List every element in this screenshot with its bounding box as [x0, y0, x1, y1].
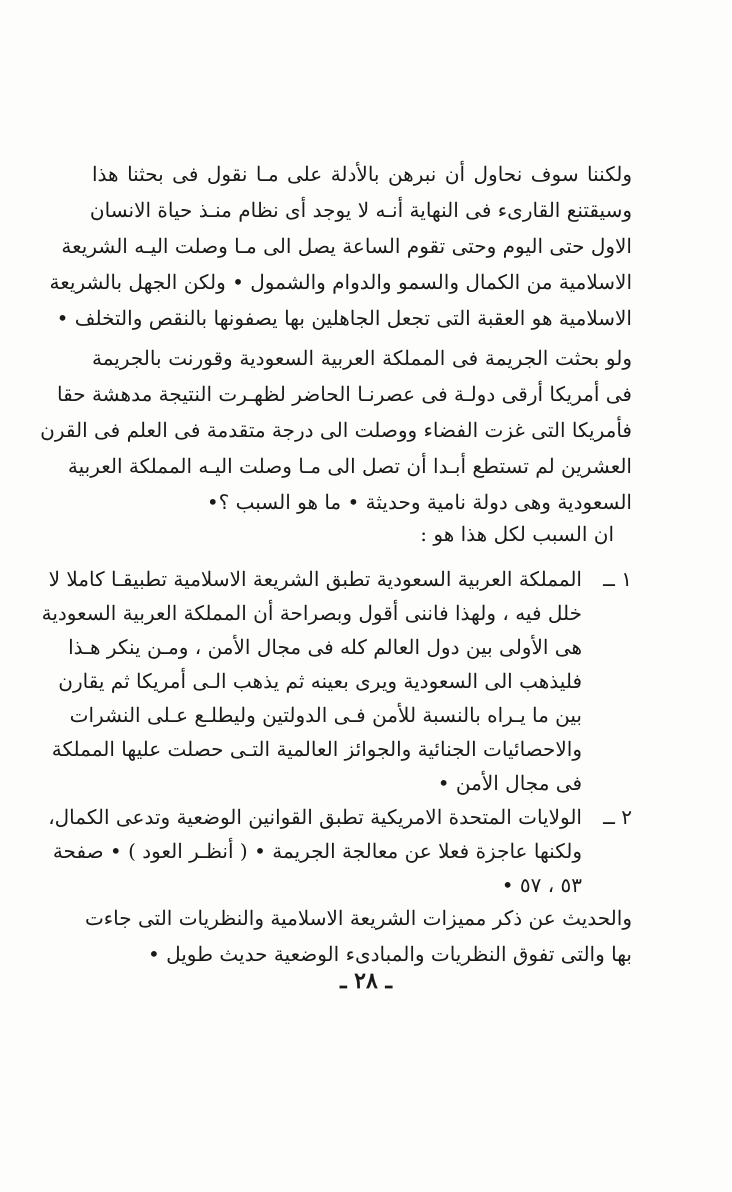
paragraph-2-line: فأمريكا التى غزت الفضاء ووصلت الى درجة متقدمة فى العلم فى القرن: [40, 418, 632, 442]
list-item-line: المملكة العربية السعودية تطبق الشريعة الاسلامية تطبيقـا كاملا لا: [48, 567, 582, 591]
list-item-line: فليذهب الى السعودية ويرى بعينه ثم يذهب الـى أمريكا ثم يقارن: [58, 669, 582, 693]
intro-text: ان السبب لكل هذا هو :: [420, 522, 614, 546]
paragraph-3-line: بها والتى تفوق النظريات والمبادىء الوضعية حديث طويل •: [147, 942, 632, 966]
paragraph-3: [84, 900, 632, 972]
list-item-line: فى مجال الأمن •: [437, 771, 582, 795]
paragraph-2-line: ولو بحثت الجريمة فى المملكة العربية السعودية وقورنت بالجريمة: [92, 346, 632, 370]
list-item-line: والاحصائيات الجنائية والجوائز العالمية التـى حصلت عليها المملكة: [51, 737, 582, 761]
paragraph-2: [40, 340, 632, 520]
list-item-line: هى الأولى بين دول العالم كله فى مجال الأمن ، ومـن ينكر هـذا: [68, 635, 582, 659]
intro-line: [92, 516, 632, 552]
paragraph-2-line: فى أمريكا أرقى دولـة فى عصرنـا الحاضر لظهـرت النتيجة مدهشة حقا: [57, 382, 632, 406]
paragraph-2-line: العشرين لم تستطع أبـدا أن تصل الى مـا وصلت اليـه المملكة العربية: [67, 454, 632, 478]
paragraph-1-line: الاسلامية هو العقبة التى تجعل الجاهلين بها يصفونها بالنقص والتخلف •: [56, 306, 632, 330]
paragraph-1-line: الاول حتى اليوم وحتى تقوم الساعة يصل الى مـا وصلت اليـه الشريعة: [61, 234, 632, 258]
list-item-1: [41, 562, 632, 800]
paragraph-2-line: السعودية وهى دولة نامية وحديثة • ما هو السبب ؟•: [206, 490, 632, 514]
list-item-line: ٥٣ ، ٥٧ •: [501, 873, 582, 897]
list-item-2: [48, 800, 632, 902]
paragraph-1: [49, 156, 632, 336]
list-item-line: خلل فيه ، ولهذا فاننى أقول وبصراحة أن المملكة العربية السعودية: [41, 601, 582, 625]
list-item-line: ولكنها عاجزة فعلا عن معالجة الجريمة • ( أنظـر العود ) • صفحة: [52, 839, 582, 863]
list-item-line: الولايات المتحدة الامريكية تطبق القوانين الوضعية وتدعى الكمال،: [48, 805, 582, 829]
page-number: ـ ٢٨ ـ: [340, 968, 392, 994]
list-item-number: ١ ــ: [603, 567, 632, 591]
list-item-body: [48, 800, 582, 902]
list-item-line: بين ما يـراه بالنسبة للأمن فـى الدولتين وليطلـع عـلى النشرات: [69, 703, 582, 727]
list-item-number: ٢ ــ: [603, 805, 632, 829]
paragraph-1-line: وسيقتنع القارىء فى النهاية أنـه لا يوجد أى نظام منـذ حياة الانسان: [89, 198, 632, 222]
list-item-body: [41, 562, 582, 800]
paragraph-1-line: الاسلامية من الكمال والسمو والدوام والشمول • ولكن الجهل بالشريعة: [49, 270, 632, 294]
paragraph-1-line: ولكننا سوف نحاول أن نبرهن بالأدلة على مـا نقول فى بحثنا هذا: [92, 162, 632, 186]
paragraph-3-line: والحديث عن ذكر مميزات الشريعة الاسلامية والنظريات التى جاءت: [84, 906, 632, 930]
